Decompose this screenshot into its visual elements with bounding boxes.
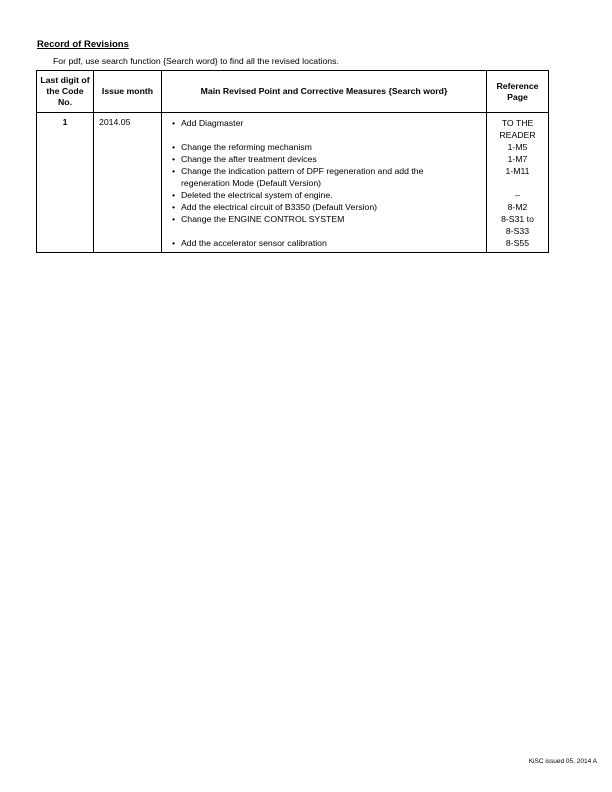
bullet-icon: •: [172, 118, 176, 128]
reference-page: 8-M2: [507, 202, 528, 212]
revision-point: • Add the electrical circuit of B3350 (Default Version): [172, 202, 378, 212]
bullet-icon: •: [172, 190, 176, 200]
reference-page: 8-S33: [505, 226, 530, 236]
bullet-icon: •: [172, 166, 176, 176]
bullet-icon: •: [172, 238, 176, 248]
revision-point: • Change the indication pattern of DPF regeneration and add the: [172, 166, 424, 176]
table-row: [37, 113, 549, 253]
header-issue-month: Issue month: [94, 71, 162, 113]
record-of-revisions-heading: Record of Revisions: [37, 39, 129, 50]
reference-page: 8-S55: [505, 238, 530, 248]
bullet-icon: •: [172, 214, 176, 224]
header-revised-points: Main Revised Point and Corrective Measures {Search word}: [162, 71, 487, 113]
reference-page: READER: [499, 130, 536, 140]
reference-page: 1-M5: [507, 142, 528, 152]
revision-point: • Add Diagmaster: [172, 118, 244, 128]
revisions-table: [36, 70, 549, 253]
cell-issue-month: 2014.05: [94, 113, 162, 253]
search-note: For pdf, use search function {Search word} to find all the revised locations.: [53, 56, 339, 66]
revision-point: • Change the reforming mechanism: [172, 142, 312, 152]
revision-point-continuation: regeneration Mode (Default Version): [181, 178, 322, 188]
bullet-icon: •: [172, 142, 176, 152]
reference-page: –: [515, 190, 520, 200]
reference-page: TO THE: [501, 118, 534, 128]
table-header-row: [37, 71, 549, 113]
page-footer: KiSC issued 05, 2014 A: [528, 758, 597, 765]
reference-page: 1-M7: [507, 154, 528, 164]
cell-code-no: 1: [37, 113, 94, 253]
reference-page: 8-S31 to: [501, 214, 534, 224]
cell-reference-pages: [487, 113, 549, 253]
revision-point: • Add the accelerator sensor calibration: [172, 238, 327, 248]
reference-page: [490, 177, 545, 189]
revision-point: • Change the ENGINE CONTROL SYSTEM: [172, 214, 345, 224]
header-reference-page: Reference Page: [487, 71, 549, 113]
cell-revised-points: [162, 113, 487, 253]
revision-point: • Deleted the electrical system of engine.: [172, 190, 333, 200]
bullet-icon: •: [172, 202, 176, 212]
header-code-no: Last digit of the Code No.: [37, 71, 94, 113]
bullet-icon: •: [172, 154, 176, 164]
reference-page: 1-M11: [505, 166, 530, 176]
revision-point-spacer: [172, 225, 483, 237]
revision-point: • Change the after treatment devices: [172, 154, 317, 164]
revision-point-spacer: [172, 129, 483, 141]
